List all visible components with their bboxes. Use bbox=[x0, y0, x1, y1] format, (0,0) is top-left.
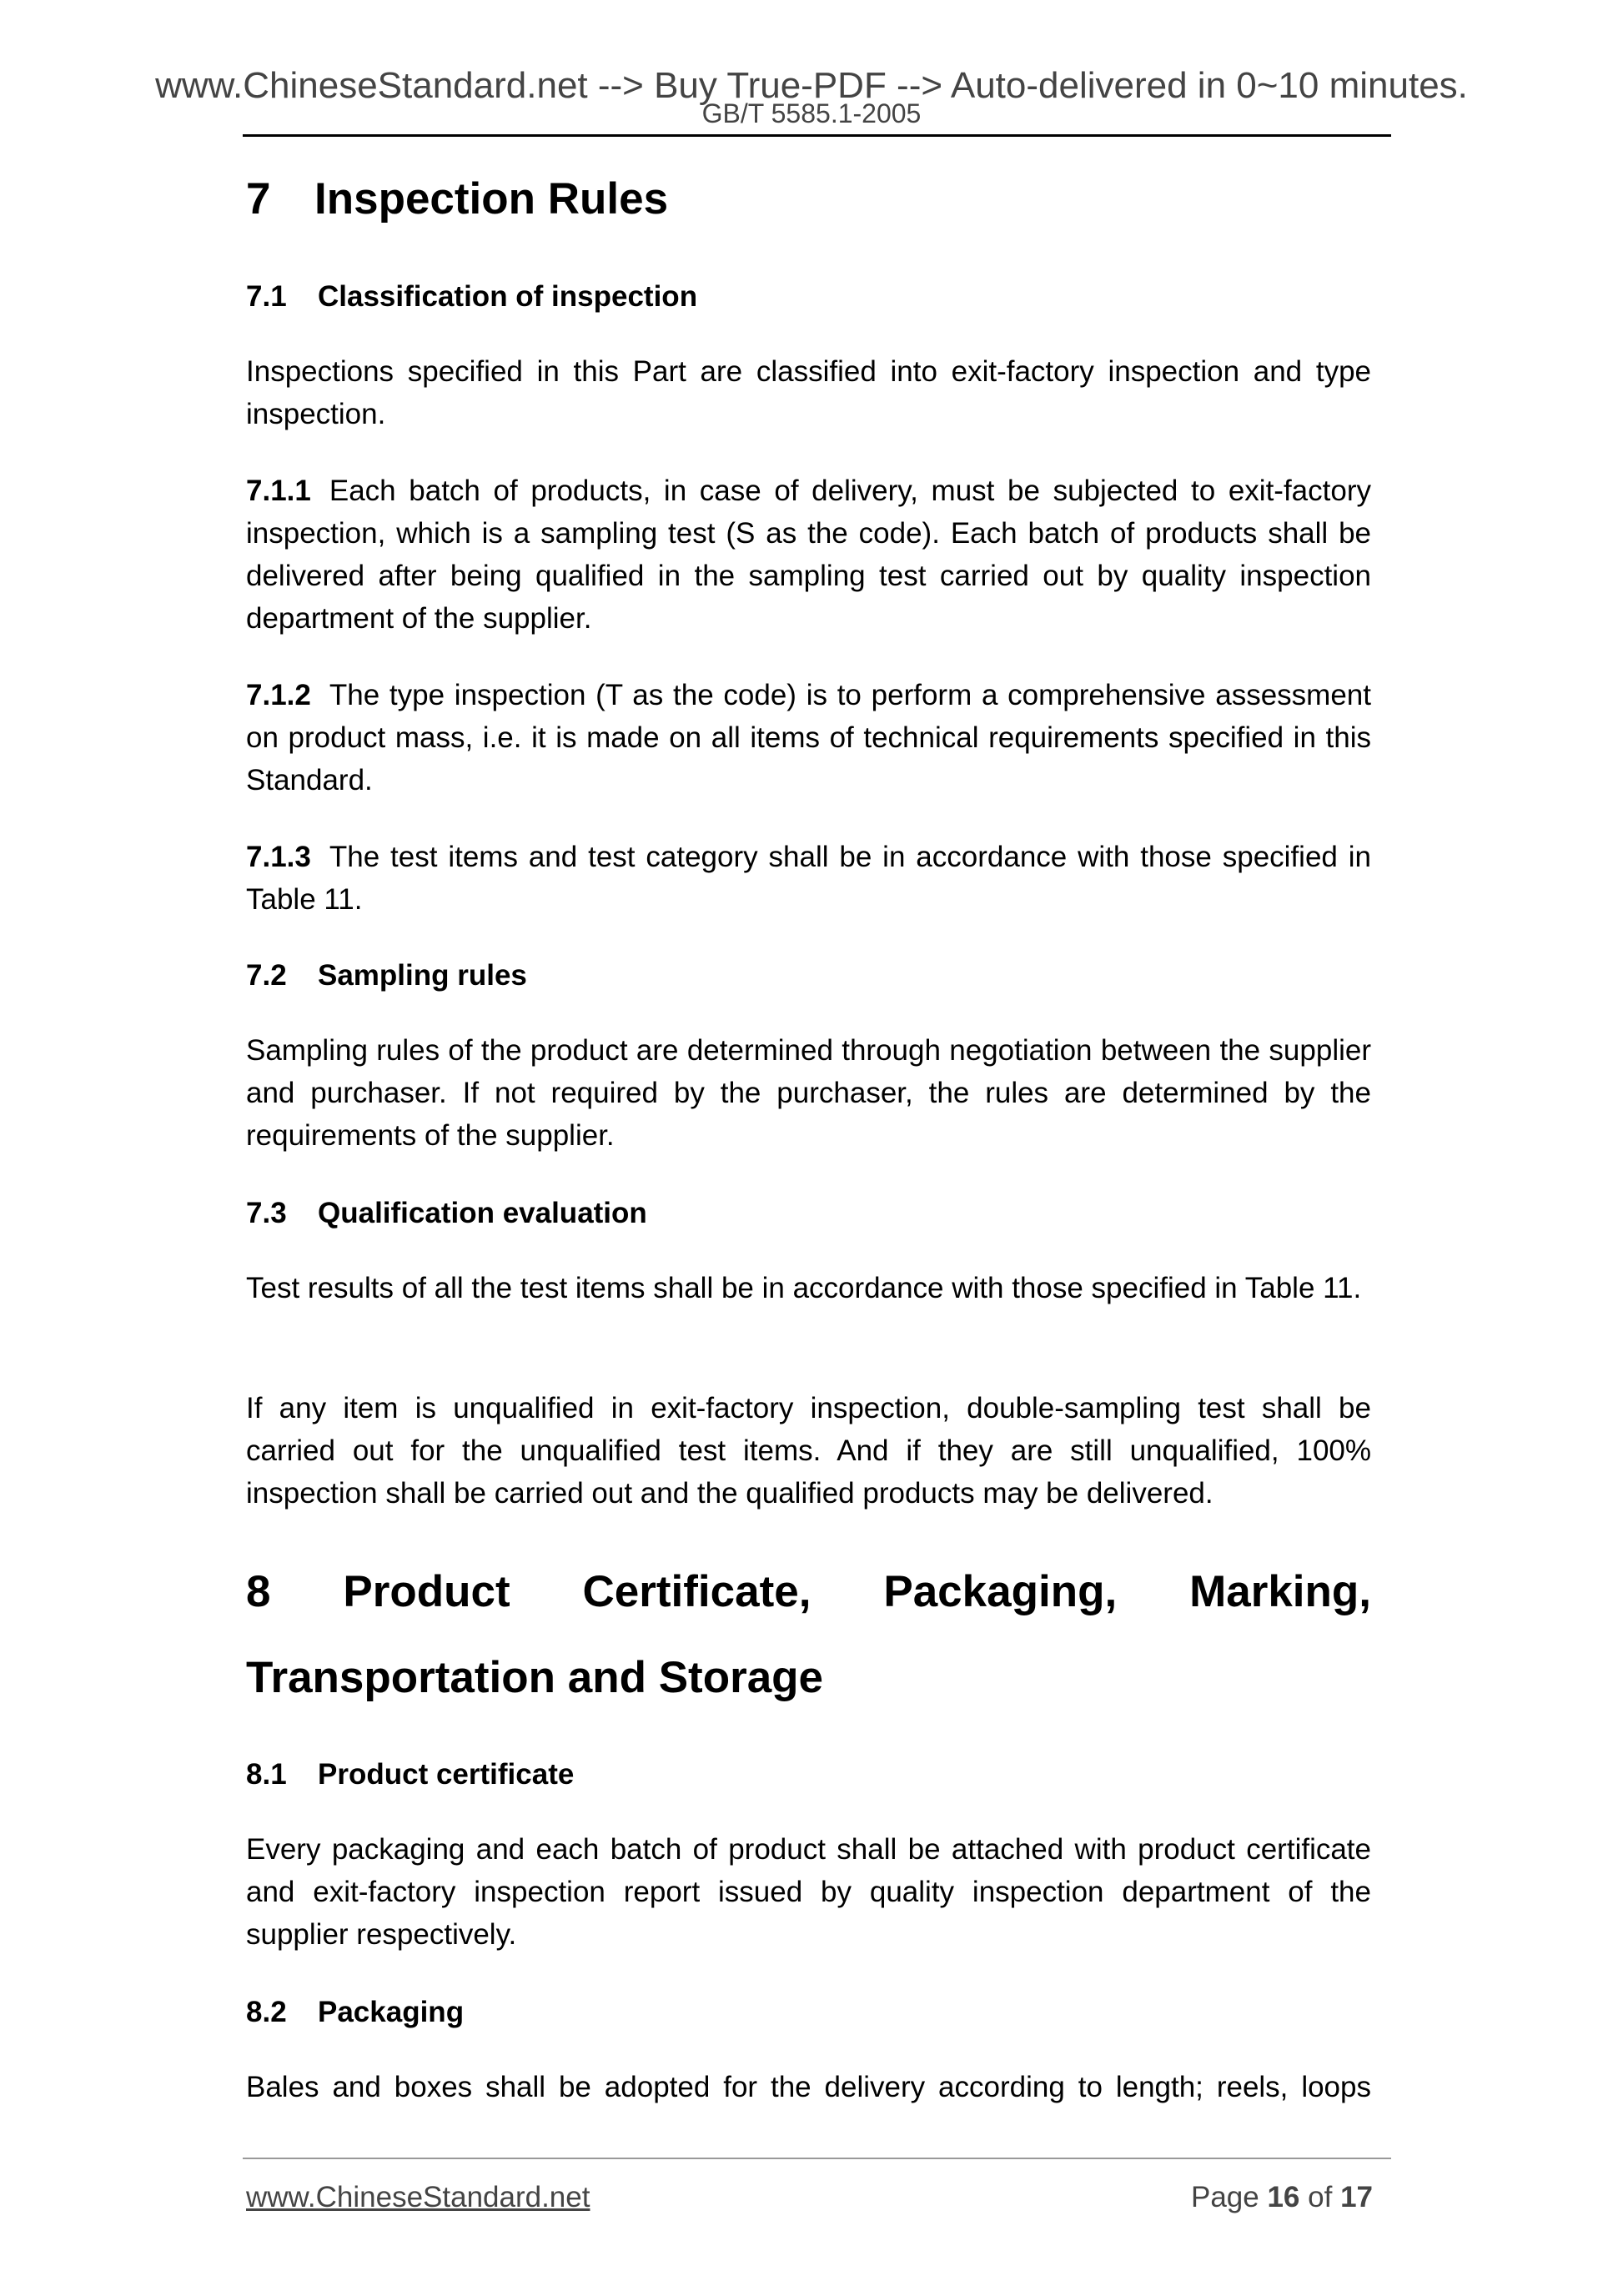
page-indicator: Page 16 of 17 bbox=[1190, 2181, 1373, 2213]
section-8-1-text: Every packaging and each batch of product shall be attached with product certificate and exit-factory inspection report issued by quality inspection department of the supplier respectively. bbox=[246, 1833, 1371, 1951]
section-7-heading: 7 Inspection Rules bbox=[246, 174, 669, 224]
header-divider bbox=[243, 134, 1391, 137]
header-banner: www.ChineseStandard.net --> Buy True-PDF --> Auto-delivered in 0~10 minutes. bbox=[155, 65, 1468, 106]
section-7-1-heading: 7.1 Classification of inspection bbox=[246, 280, 698, 313]
section-8-heading-line1: 8 Product Certificate, Packaging, Marking, bbox=[246, 1567, 1371, 1616]
clause-7-1-1: 7.1.1 Each batch of products, in case of delivery, must be subjected to exit-factory inspection, which is a sampling test (S as the code). Each batch of products shall be delivered after being qualified in the sampling test carried out by quality inspection department of the supplier. bbox=[246, 475, 1371, 635]
section-7-3-text-2: If any item is unqualified in exit-factory inspection, double-sampling test shall be carried out for the unqualified test items. And if they are still unqualified, 100% inspection shall be carried out and the qualified products may be delivered. bbox=[246, 1392, 1371, 1510]
footer-divider bbox=[243, 2158, 1391, 2159]
section-8-1-heading: 8.1 Product certificate bbox=[246, 1758, 575, 1791]
section-8-2-heading: 8.2 Packaging bbox=[246, 1996, 465, 2028]
clause-7-1-2: 7.1.2 The type inspection (T as the code) is to perform a comprehensive assessment on product mass, i.e. it is made on all items of technical requirements specified in this Standard. bbox=[246, 679, 1371, 796]
section-7-2-heading: 7.2 Sampling rules bbox=[246, 959, 527, 992]
section-8-heading-line2: Transportation and Storage bbox=[246, 1653, 824, 1702]
section-7-3-text-1: Test results of all the test items shall be in accordance with those specified in Table 11. bbox=[246, 1272, 1362, 1304]
footer-site-link[interactable]: www.ChineseStandard.net bbox=[246, 2181, 590, 2213]
section-7-2-text: Sampling rules of the product are determined through negotiation between the supplier and purchaser. If not required by the purchaser, the rules are determined by the requirements of the supplier. bbox=[246, 1034, 1371, 1152]
standard-number: GB/T 5585.1-2005 bbox=[701, 98, 922, 128]
section-8-2-text: Bales and boxes shall be adopted for the delivery according to length; reels, loops bbox=[246, 2071, 1371, 2103]
section-7-3-heading: 7.3 Qualification evaluation bbox=[246, 1197, 647, 1229]
clause-7-1-3: 7.1.3 The test items and test category shall be in accordance with those specified in Table 11. bbox=[246, 841, 1371, 916]
section-7-1-text: Inspections specified in this Part are classified into exit-factory inspection and type inspection. bbox=[246, 355, 1371, 430]
